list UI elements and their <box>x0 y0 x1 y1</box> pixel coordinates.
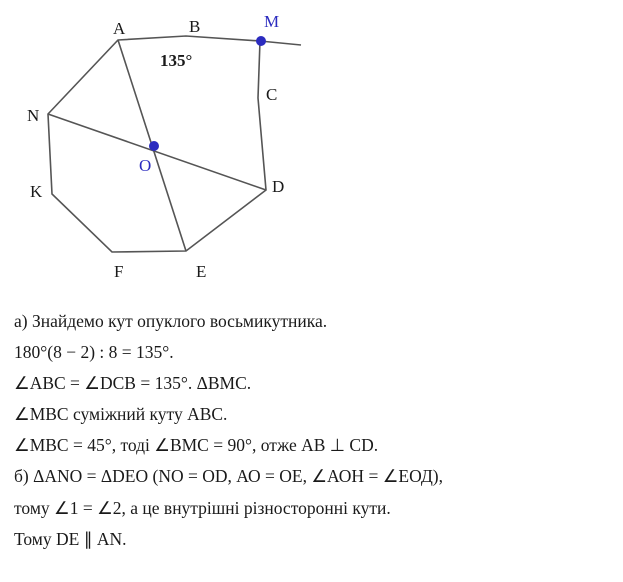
vertex-label-F: F <box>114 262 124 281</box>
vertex-label-O: O <box>139 156 152 175</box>
vertex-label-C: C <box>266 85 278 104</box>
point-M-dot <box>256 36 266 46</box>
solution-line-2: 180°(8 − 2) : 8 = 135°. <box>14 342 174 363</box>
solution-line-7: тому ∠1 = ∠2, а це внутрішні різносторонні кути. <box>14 497 391 518</box>
segment-N-D <box>48 114 266 190</box>
solution-line-3: ∠АВС = ∠DCB = 135°. ΔВМС. <box>14 373 252 394</box>
segment-M-ray <box>260 41 301 45</box>
solution-line-1: а) Знайдемо кут опуклого восьмикутника. <box>14 311 328 331</box>
vertex-label-K: K <box>30 182 43 201</box>
vertex-label-M: M <box>264 12 280 31</box>
solution-line-6: б) ΔАNO = ΔDEO (NO = OD, АО = ОЕ, ∠АОН = ∠ЕОД), <box>14 466 443 487</box>
solution-line-5: ∠МВС = 45°, тоді ∠ВМС = 90°, отже АВ ⊥ CD. <box>14 435 379 456</box>
point-O-dot <box>149 141 159 151</box>
solution-line-4: ∠МВС суміжний куту АВС. <box>14 404 228 425</box>
solution-line-8: Тому DE ∥ АN. <box>14 528 127 549</box>
vertex-label-B: B <box>189 17 201 36</box>
solution-text <box>14 310 614 559</box>
angle-label-135: 135° <box>160 51 193 70</box>
vertex-label-A: A <box>113 19 126 38</box>
vertex-label-N: N <box>27 106 40 125</box>
vertex-label-D: D <box>272 177 285 196</box>
vertex-label-E: E <box>196 262 207 281</box>
